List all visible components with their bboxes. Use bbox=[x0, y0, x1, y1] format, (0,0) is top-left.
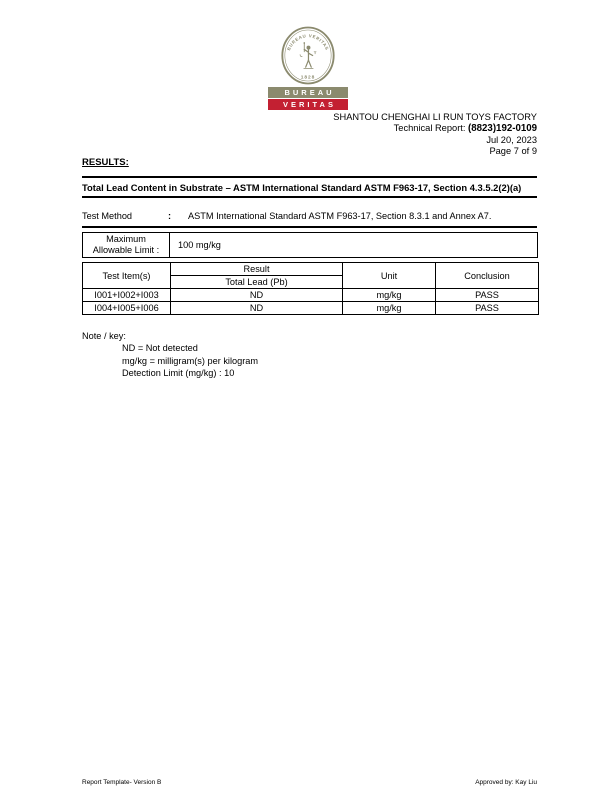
test-method-colon: : bbox=[168, 211, 172, 221]
result-cell: ND bbox=[171, 302, 343, 315]
note-key-block bbox=[82, 330, 537, 379]
logo-banner-veritas bbox=[268, 99, 348, 110]
note-key-heading: Note / key: bbox=[82, 331, 126, 341]
col-header-unit: Unit bbox=[343, 263, 436, 289]
divider-line bbox=[82, 176, 537, 178]
note-line: mg/kg = milligram(s) per kilogram bbox=[122, 355, 259, 366]
logo-banner-bureau-label: BUREAU bbox=[284, 88, 335, 97]
report-number: (8823)192-0109 bbox=[468, 123, 537, 135]
col-header-conclusion: Conclusion bbox=[436, 263, 539, 289]
test-method-row bbox=[82, 211, 537, 221]
company-name: SHANTOU CHENGHAI LI RUN TOYS FACTORY bbox=[333, 112, 537, 122]
emblem-figure-icon bbox=[300, 42, 316, 68]
report-date: Jul 20, 2023 bbox=[486, 134, 537, 145]
conclusion-cell: PASS bbox=[436, 302, 539, 315]
result-cell: ND bbox=[171, 289, 343, 302]
table-row bbox=[83, 289, 539, 302]
test-item-cell: I004+I005+I006 bbox=[83, 302, 171, 315]
test-method-value: ASTM International Standard ASTM F963-17, Section 8.3.1 and Annex A7. bbox=[188, 211, 492, 221]
col-header-result: Result bbox=[171, 263, 343, 276]
results-heading: RESULTS: bbox=[82, 157, 129, 168]
page-number: Page 7 of 9 bbox=[489, 145, 537, 156]
test-method-label: Test Method bbox=[82, 211, 133, 221]
unit-cell: mg/kg bbox=[343, 289, 436, 302]
note-line: Detection Limit (mg/kg) : 10 bbox=[122, 367, 235, 378]
section-title: Total Lead Content in Substrate – ASTM International Standard ASTM F963-17, Section 4.3.5.2(2)(a) bbox=[82, 182, 522, 193]
emblem-ring-text: BUREAU VERITAS bbox=[286, 33, 330, 52]
emblem-year: 1828 bbox=[300, 75, 316, 81]
technical-report-line bbox=[333, 123, 537, 134]
unit-cell: mg/kg bbox=[343, 302, 436, 315]
footer-template-version: Report Template- Version B bbox=[82, 779, 162, 786]
footer-approved-by: Approved by: Kay Liu bbox=[475, 779, 537, 786]
conclusion-cell: PASS bbox=[436, 289, 539, 302]
max-limit-label-cell bbox=[83, 233, 170, 258]
max-limit-value-cell: 100 mg/kg bbox=[170, 233, 538, 258]
max-allowable-limit-table bbox=[82, 232, 538, 258]
table-header-row bbox=[83, 263, 539, 276]
table-row bbox=[83, 302, 539, 315]
note-line: ND = Not detected bbox=[122, 343, 198, 354]
logo-banner-veritas-label: VERITAS bbox=[283, 100, 336, 109]
results-table bbox=[82, 262, 539, 315]
col-header-test-items: Test Item(s) bbox=[83, 263, 171, 289]
col-header-result-sub: Total Lead (Pb) bbox=[171, 276, 343, 289]
bureau-veritas-logo bbox=[268, 26, 348, 110]
divider-line bbox=[82, 226, 537, 228]
test-item-cell: I001+I002+I003 bbox=[83, 289, 171, 302]
max-limit-label-line1: Maximum bbox=[106, 234, 146, 244]
logo-banner-bureau bbox=[268, 87, 348, 98]
table-row bbox=[83, 233, 538, 258]
divider-line bbox=[82, 196, 537, 198]
technical-report-label: Technical Report: bbox=[393, 123, 466, 134]
bureau-veritas-emblem-icon bbox=[280, 26, 336, 85]
report-header bbox=[333, 112, 537, 157]
max-limit-label-line2: Allowable Limit : bbox=[92, 245, 160, 255]
